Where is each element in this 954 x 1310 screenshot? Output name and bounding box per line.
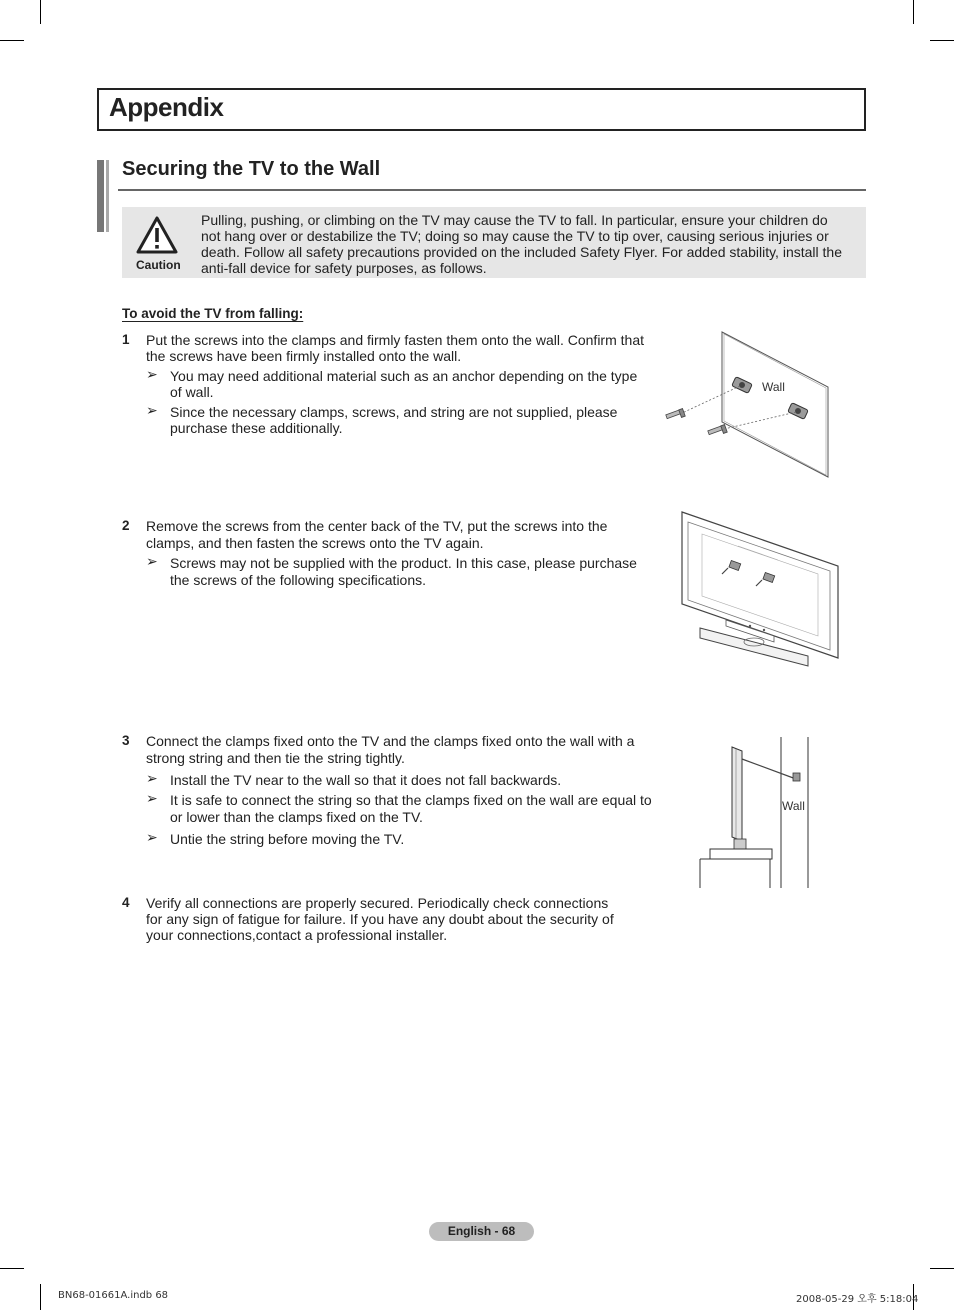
wall-clamp-figure xyxy=(660,330,840,480)
step-note: Screws may not be supplied with the product. In this case, please purchase the screws of the following specifications. xyxy=(170,555,637,588)
step-number: 3 xyxy=(122,733,130,748)
print-timestamp: 2008-05-29 오후 5:18:04 xyxy=(796,1294,919,1305)
step-note: Untie the string before moving the TV. xyxy=(170,831,405,847)
page-number-badge: English - 68 xyxy=(429,1222,534,1241)
file-info: BN68-01661A.indb 68 xyxy=(58,1290,169,1301)
step-note: Install the TV near to the wall so that it does not fall backwards. xyxy=(170,772,562,788)
note-arrow-icon: ➢ xyxy=(146,770,158,786)
step-note: It is safe to connect the string so that the clamps fixed on the wall are equal to or lower than the clamps fixed on the TV. xyxy=(170,792,652,825)
section-title: Securing the TV to the Wall xyxy=(122,158,381,180)
crop-mark xyxy=(930,40,954,41)
caution-label: Caution xyxy=(136,258,181,272)
crop-mark xyxy=(0,40,24,41)
caution-text: Pulling, pushing, or climbing on the TV may cause the TV to fall. In particular, ensure your children do not hang over or destabilize the TV; doing so may cause the TV to tip over, causing serious injuries or death. Follow all safety precautions provided on the included Safety Flyer. For added stability, install the anti-fall device for safety purposes, as follows. xyxy=(201,212,842,276)
section-marker xyxy=(97,160,104,232)
crop-mark xyxy=(930,1268,954,1269)
screw-icon xyxy=(666,409,685,419)
page-title: Appendix xyxy=(109,92,224,122)
note-arrow-icon: ➢ xyxy=(146,790,158,806)
note-arrow-icon: ➢ xyxy=(146,366,158,382)
step-note: Since the necessary clamps, screws, and string are not supplied, please purchase these additionally. xyxy=(170,404,618,436)
wall-clamp-icon xyxy=(793,773,800,781)
warning-triangle-icon xyxy=(136,216,178,254)
step-text: Verify all connections are properly secured. Periodically check connections for any sign of fatigue for failure. If you have any doubt about the security of your connections,contact a professional installer. xyxy=(146,895,614,943)
crop-mark xyxy=(40,0,41,24)
crop-mark xyxy=(0,1268,24,1269)
step-number: 4 xyxy=(122,895,130,910)
wall-label: Wall xyxy=(782,799,805,813)
crop-mark xyxy=(40,1284,41,1310)
step-number: 2 xyxy=(122,518,130,533)
crop-mark xyxy=(913,0,914,24)
note-arrow-icon: ➢ xyxy=(146,553,158,569)
section-marker xyxy=(106,160,109,232)
step-text: Put the screws into the clamps and firmly fasten them onto the wall. Confirm that the screws have been firmly installed onto the wall. xyxy=(146,332,644,364)
note-arrow-icon: ➢ xyxy=(146,829,158,845)
subheading: To avoid the TV from falling: xyxy=(122,306,304,321)
step-note: You may need additional material such as an anchor depending on the type of wall. xyxy=(170,368,638,400)
step-text: Connect the clamps fixed onto the TV and the clamps fixed onto the wall with a strong string and then tie the string tightly. xyxy=(146,733,635,766)
appendix-header xyxy=(97,88,866,131)
tv-back-figure xyxy=(678,508,844,672)
screw-icon xyxy=(708,425,727,435)
caution-box xyxy=(122,207,866,278)
step-number: 1 xyxy=(122,332,130,347)
wall-label: Wall xyxy=(762,380,785,394)
step-text: Remove the screws from the center back of the TV, put the screws into the clamps, and then fasten the screws onto the TV again. xyxy=(146,518,608,551)
note-arrow-icon: ➢ xyxy=(146,402,158,418)
section-rule xyxy=(118,189,866,191)
